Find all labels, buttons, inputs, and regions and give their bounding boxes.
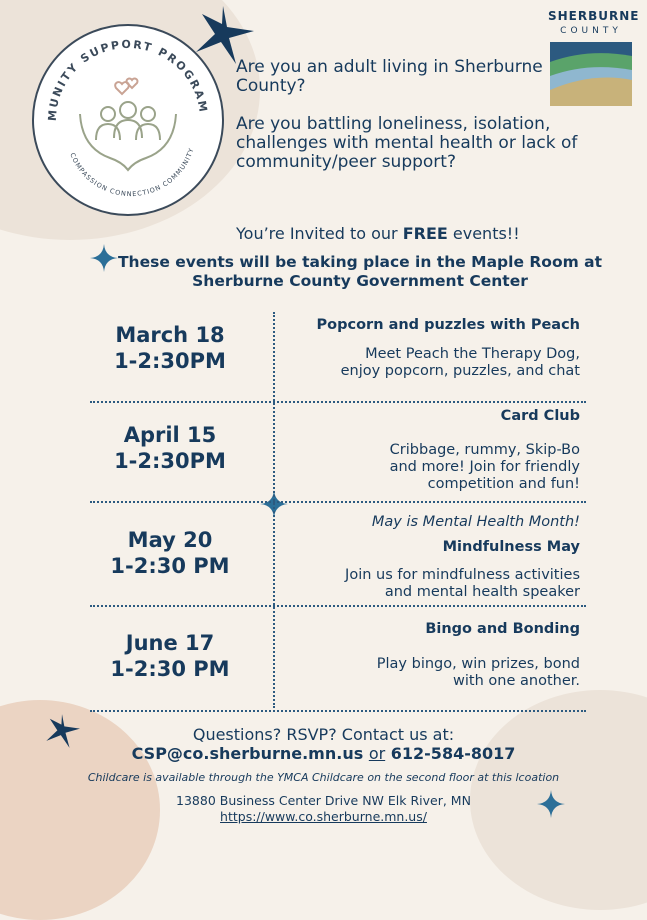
county-logo-name: SHERBURNE (548, 9, 640, 23)
event-title: Mindfulness May (442, 539, 580, 555)
event-description (345, 567, 580, 601)
logo-ring-text: MUNITY SUPPORT PROGRAM (45, 37, 210, 122)
event-date (80, 527, 260, 579)
event-desc-line: and more! Join for friendly (389, 459, 580, 475)
event-date-day: May 20 (127, 528, 213, 552)
contact-details (0, 744, 647, 763)
intro-question-2: Are you battling loneliness, isolation, challenges with mental health or lack of community/peer support? (236, 114, 578, 172)
event-date (80, 422, 260, 474)
event-desc-line: and mental health speaker (384, 584, 580, 600)
event-desc-line: with one another. (453, 673, 580, 689)
childcare-note: Childcare is available through the YMCA Childcare on the second floor at this lcoation (87, 771, 560, 784)
invite-line (236, 224, 520, 243)
event-description (377, 656, 580, 690)
event-title: Card Club (500, 408, 580, 424)
event-desc-line: enjoy popcorn, puzzles, and chat (340, 363, 580, 379)
event-date-day: April 15 (123, 423, 217, 447)
event-description (341, 346, 580, 380)
schedule-divider (90, 501, 586, 503)
event-date-time: 1-2:30 PM (110, 657, 230, 681)
event-desc-line: Join us for mindfulness activities (345, 567, 580, 583)
website-link[interactable]: https://www.co.sherburne.mn.us/ (220, 809, 427, 824)
location-heading: These events will be taking place in the Maple Room at Sherburne County Government Center (117, 253, 603, 290)
event-note: May is Mental Health Month! (371, 514, 580, 530)
contact-prompt: Questions? RSVP? Contact us at: (192, 725, 455, 744)
event-date-day: March 18 (115, 323, 225, 347)
invite-prefix: You’re Invited to our (236, 224, 403, 243)
county-logo-sub: COUNTY (560, 26, 622, 36)
event-desc-line: Cribbage, rummy, Skip-Bo (389, 442, 580, 458)
event-date-time: 1-2:30 PM (110, 554, 230, 578)
contact-phone[interactable]: 612-584-8017 (390, 744, 516, 763)
intro-question-1: Are you an adult living in Sherburne County? (236, 57, 543, 96)
schedule-divider (90, 710, 586, 712)
intro-block (236, 58, 596, 191)
contact-email[interactable]: CSP@co.sherburne.mn.us (131, 744, 364, 763)
schedule-divider (90, 605, 586, 607)
schedule-divider-vertical (273, 312, 275, 708)
event-description (390, 442, 580, 493)
event-date (80, 322, 260, 374)
schedule-divider (90, 401, 586, 403)
event-date (80, 630, 260, 682)
event-title: Bingo and Bonding (425, 621, 580, 637)
event-date-time: 1-2:30PM (114, 349, 226, 373)
logo-tagline: COMPASSION CONNECTION COMMUNITY (68, 146, 196, 199)
event-date-time: 1-2:30PM (114, 449, 226, 473)
invite-suffix: events!! (447, 224, 520, 243)
contact-or: or (368, 744, 386, 763)
event-date-day: June 17 (125, 631, 215, 655)
address: 13880 Business Center Drive NW Elk River, MN (176, 793, 471, 808)
event-desc-line: Meet Peach the Therapy Dog, (365, 346, 580, 362)
event-title: Popcorn and puzzles with Peach (316, 317, 580, 333)
event-desc-line: competition and fun! (427, 476, 580, 492)
invite-free: FREE (402, 224, 448, 243)
event-desc-line: Play bingo, win prizes, bond (376, 656, 580, 672)
